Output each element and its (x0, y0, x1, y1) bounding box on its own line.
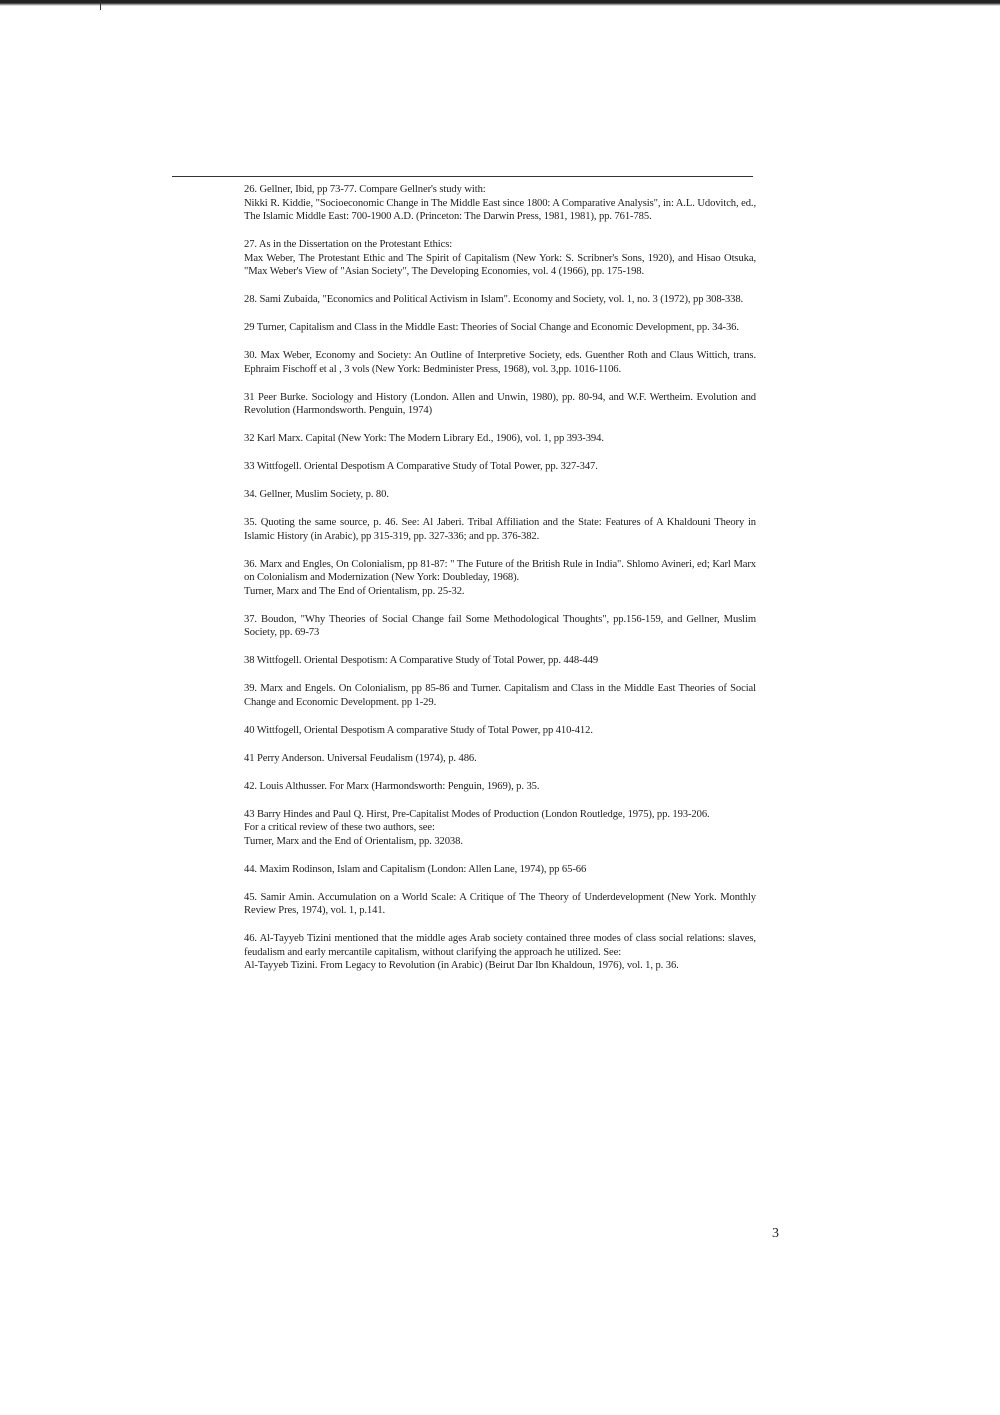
endnote-line: 27. As in the Dissertation on the Protestant Ethics: (244, 239, 453, 250)
footnote-separator-rule (172, 176, 753, 177)
endnote-item (244, 780, 756, 794)
endnote-item (244, 516, 756, 543)
endnote-item (244, 391, 756, 418)
endnote-line: 34. Gellner, Muslim Society, p. 80. (244, 489, 389, 500)
endnote-line: Al-Tayyeb Tizini. From Legacy to Revolution (in Arabic) (Beirut Dar Ibn Khaldoun, 1976), vol. 1, p. 36. (244, 960, 679, 971)
endnote-line: 36. Marx and Engles, On Colonialism, pp 81-87: " The Future of the British Rule in India". Shlomo Avineri, ed; Karl Marx on Colonialism and Modernization (New York: Doubleday, 1968). (244, 558, 756, 583)
endnote-line: 38 Wittfogell. Oriental Despotism: A Comparative Study of Total Power, pp. 448-449 (244, 655, 599, 666)
endnote-item (244, 293, 756, 307)
endnote-line: 44. Maxim Rodinson, Islam and Capitalism (London: Allen Lane, 1974), pp 65-66 (244, 863, 587, 875)
endnote-item (244, 488, 756, 502)
endnote-line: Turner, Marx and the End of Orientalism, pp. 32038. (244, 835, 463, 847)
endnote-item (244, 808, 756, 849)
endnote-item (244, 613, 756, 640)
endnote-item (244, 558, 756, 599)
endnote-line: 33 Wittfogell. Oriental Despotism A Comparative Study of Total Power, pp. 327-347. (244, 461, 598, 472)
scan-top-edge (0, 0, 1000, 6)
endnote-item (244, 321, 756, 335)
endnote-line: 43 Barry Hindes and Paul Q. Hirst, Pre-Capitalist Modes of Production (London Routledge, 1975), pp. 193-206. (244, 808, 710, 820)
endnote-item (244, 682, 756, 709)
endnote-line: For a critical review of these two authors, see: (244, 822, 435, 833)
scan-edge-tick (100, 2, 101, 10)
endnote-item (244, 752, 756, 766)
endnote-line: 26. Gellner, Ibid, pp 73-77. Compare Gellner's study with: (244, 184, 486, 195)
endnote-item (244, 891, 756, 918)
endnote-item (244, 432, 756, 446)
endnote-line: 40 Wittfogell, Oriental Despotism A comparative Study of Total Power, pp 410-412. (244, 724, 593, 736)
endnote-item (244, 238, 756, 279)
endnote-item (244, 349, 756, 376)
endnote-item (244, 724, 756, 738)
endnote-line: 42. Louis Althusser. For Marx (Harmondsworth: Penguin, 1969), p. 35. (244, 780, 540, 792)
endnote-line: Turner, Marx and The End of Orientalism, pp. 25-32. (244, 585, 465, 597)
endnote-line: 35. Quoting the same source, p. 46. See: Al Jaberi. Tribal Affiliation and the State: Features of A Khaldouni Theory in Islamic History (in Arabic), pp 315-319, pp. 327-336; and pp. 376-382. (244, 517, 756, 542)
endnote-line: 39. Marx and Engels. On Colonialism, pp 85-86 and Turner. Capitalism and Class in the Middle East Theories of Social Change and Economic Development. pp 1-29. (244, 683, 756, 708)
endnote-line: 32 Karl Marx. Capital (New York: The Modern Library Ed., 1906), vol. 1, pp 393-394. (244, 433, 604, 444)
endnote-item (244, 932, 756, 973)
endnote-line: 31 Peer Burke. Sociology and History (London. Allen and Unwin, 1980), pp. 80-94, and W.F. Wertheim. Evolution and Revolution (Harmondsworth. Penguin, 1974) (244, 391, 756, 416)
endnote-line: 41 Perry Anderson. Universal Feudalism (1974), p. 486. (244, 752, 477, 764)
endnote-line: Nikki R. Kiddie, "Socioeconomic Change in The Middle East since 1800: A Comparative Analysis", in: A.L. Udovitch, ed., The Islamic Middle East: 700-1900 A.D. (Princeton: The Darwin Press, 1981, 1981), pp. 761-785. (244, 197, 756, 222)
endnote-item (244, 654, 756, 668)
endnote-item (244, 863, 756, 877)
endnote-line: 46. Al-Tayyeb Tizini mentioned that the middle ages Arab society contained three modes of class social relations: slaves, feudalism and early mercantile capitalism, without clarifying the approach he utilized. See: (244, 933, 756, 958)
endnote-line: 28. Sami Zubaida, "Economics and Political Activism in Islam". Economy and Society, vol. 1, no. 3 (1972), pp 308-338. (244, 294, 744, 305)
endnote-line: 30. Max Weber, Economy and Society: An Outline of Interpretive Society, eds. Guenther Roth and Claus Wittich, trans. Ephraim Fischoff et al , 3 vols (New York: Bedminister Press, 1968), vol. 3,pp. 1016-1106. (244, 350, 756, 375)
endnote-line: Max Weber, The Protestant Ethic and The Spirit of Capitalism (New York: S. Scribner's Sons, 1920), and Hisao Otsuka, "Max Weber's View of "Asian Society", The Developing Economies, vol. 4 (1966), pp. 175-198. (244, 252, 756, 277)
endnote-item (244, 183, 756, 224)
endnote-item (244, 460, 756, 474)
endnote-line: 45. Samir Amin. Accumulation on a World Scale: A Critique of The Theory of Underdevelopment (New York. Monthly Review Pres, 1974), vol. 1, p.141. (244, 891, 756, 916)
page-number: 3 (772, 1226, 779, 1241)
endnotes-list (244, 183, 756, 987)
endnote-line: 29 Turner, Capitalism and Class in the Middle East: Theories of Social Change and Economic Development, pp. 34-36. (244, 322, 739, 333)
endnote-line: 37. Boudon, "Why Theories of Social Change fail Some Methodological Thoughts", pp.156-159, and Gellner, Muslim Society, pp. 69-73 (244, 613, 756, 638)
